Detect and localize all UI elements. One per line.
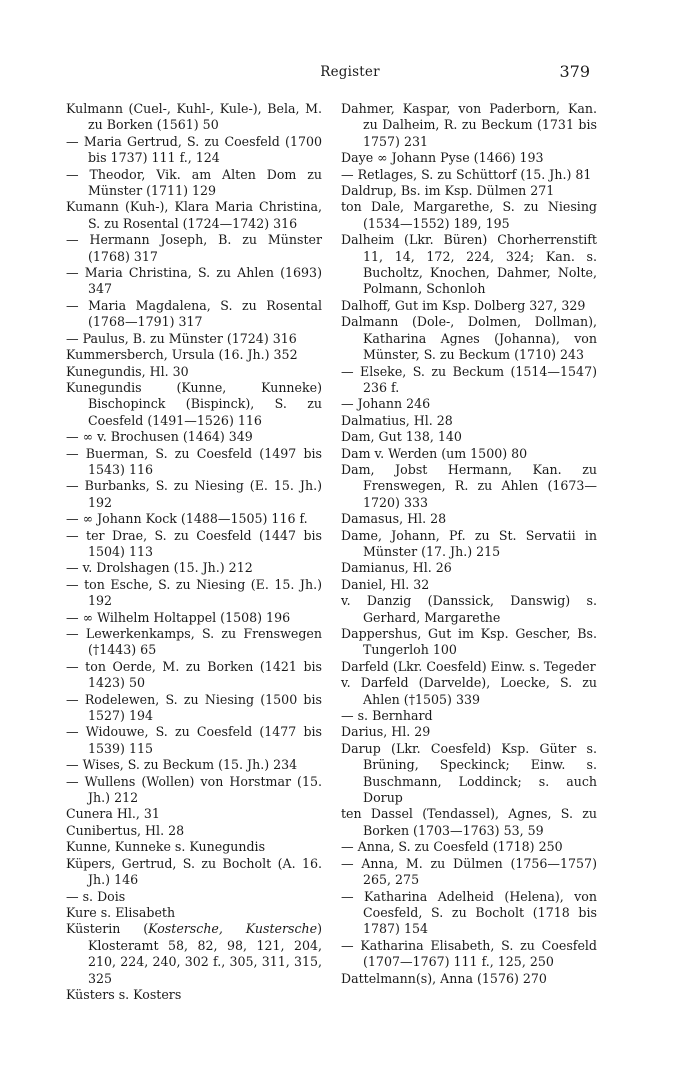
index-entry: Kulmann (Cuel-, Kuhl-, Kule-), Bela, M. zu Borken (1561) 50 (66, 101, 322, 133)
index-entry: Daye ∞ Johann Pyse (1466) 193 (341, 150, 544, 166)
index-column-left (66, 101, 322, 1003)
index-entry: — Lewerkenkamps, S. zu Frenswegen (†1443) 65 (66, 626, 322, 658)
index-entry: Kumann (Kuh-), Klara Maria Christina, S. zu Rosental (1724—1742) 316 (66, 199, 322, 231)
index-entry: v. Darfeld (Darvelde), Loecke, S. zu Ahlen (†1505) 339 (341, 675, 597, 707)
page-header (0, 62, 700, 86)
index-entry: — Paulus, B. zu Münster (1724) 316 (66, 330, 297, 346)
index-entry: — Buerman, S. zu Coesfeld (1497 bis 1543) 116 (66, 445, 322, 477)
index-entry: Dahmer, Kaspar, von Paderborn, Kan. zu Dalheim, R. zu Beckum (1731 bis 1757) 231 (341, 101, 597, 149)
index-entry: — ∞ Johann Kock (1488—1505) 116 f. (66, 511, 308, 527)
index-entry: Daniel, Hl. 32 (341, 576, 430, 592)
index-entry: ten Dassel (Tendassel), Agnes, S. zu Borken (1703—1763) 53, 59 (341, 806, 597, 838)
index-entry: Dappershus, Gut im Ksp. Gescher, Bs. Tungerloh 100 (341, 626, 597, 658)
index-entry: ton Dale, Margarethe, S. zu Niesing (1534—1552) 189, 195 (341, 199, 597, 231)
index-entry-kuesterin (66, 921, 322, 987)
index-entry: — Wullens (Wollen) von Horstmar (15. Jh.) 212 (66, 773, 322, 806)
index-entry: — Theodor, Vik. am Alten Dom zu Münster (1711) 129 (66, 166, 322, 199)
index-entry: — Anna, S. zu Coesfeld (1718) 250 (341, 839, 563, 855)
index-entry: Dam, Gut 138, 140 (341, 429, 462, 445)
index-entry: Dalmatius, Hl. 28 (341, 412, 453, 428)
index-entry: — s. Dois (66, 888, 126, 904)
index-entry: — ter Drae, S. zu Coesfeld (1447 bis 1504) 113 (66, 527, 322, 559)
index-entry: Dame, Johann, Pf. zu St. Servatii in Münster (17. Jh.) 215 (341, 527, 597, 559)
index-entry: — Katharina Elisabeth, S. zu Coesfeld (1707—1767) 111 f., 125, 250 (341, 937, 597, 970)
index-entry: Dattelmann(s), Anna (1576) 270 (341, 970, 547, 986)
index-entry: Küpers, Gertrud, S. zu Bocholt (A. 16. Jh.) 146 (66, 855, 322, 888)
index-entry: Damianus, Hl. 26 (341, 560, 452, 576)
index-entry: Küsters s. Kosters (66, 986, 182, 1002)
index-entry: Darup (Lkr. Coesfeld) Ksp. Güter s. Brüning, Speckinck; Einw. s. Buschmann, Loddinck; s. auch Dorup (341, 740, 597, 806)
index-entry: — Rodelewen, S. zu Niesing (1500 bis 1527) 194 (66, 691, 322, 724)
index-entry: — Katharina Adelheid (Helena), von Coesfeld, S. zu Bocholt (1718 bis 1787) 154 (341, 888, 597, 937)
index-entry: — Widouwe, S. zu Coesfeld (1477 bis 1539) 115 (66, 724, 322, 756)
index-entry: — Burbanks, S. zu Niesing (E. 15. Jh.) 192 (66, 478, 322, 510)
index-entry: Dam v. Werden (um 1500) 80 (341, 445, 528, 461)
index-entry: Kunne, Kunneke s. Kunegundis (66, 839, 266, 855)
index-entry: — ∞ Wilhelm Holtappel (1508) 196 (66, 609, 291, 625)
index-entry: Dalhoff, Gut im Ksp. Dolberg 327, 329 (341, 297, 586, 313)
index-entry: Kunegundis (Kunne, Kunneke) Bischopinck (Bispinck), S. zu Coesfeld (1491—1526) 116 (66, 379, 322, 428)
index-entry: Cunera Hl., 31 (66, 806, 160, 822)
index-entry: v. Danzig (Danssick, Danswig) s. Gerhard, Margarethe (341, 593, 597, 625)
index-entry: — ton Esche, S. zu Niesing (E. 15. Jh.) 192 (66, 576, 322, 609)
index-entry: Darius, Hl. 29 (341, 724, 431, 740)
index-entry: — Elseke, S. zu Beckum (1514—1547) 236 f. (341, 363, 597, 395)
index-entry: Kummersberch, Ursula (16. Jh.) 352 (66, 347, 298, 363)
index-entry: Cunibertus, Hl. 28 (66, 822, 185, 838)
index-entry: Dalmann (Dole-, Dolmen, Dollman), Katharina Agnes (Johanna), von Münster, S. zu Beckum (1710) 243 (341, 314, 597, 363)
index-entry: Dam, Jobst Hermann, Kan. zu Frenswegen, R. zu Ahlen (1673—1720) 333 (341, 461, 597, 510)
index-entry: Darfeld (Lkr. Coesfeld) Einw. s. Tegeder (341, 658, 596, 674)
index-entry: Dalheim (Lkr. Büren) Chorherrenstift 11, 14, 172, 224, 324; Kan. s. Bucholtz, Knochen, Dahmer, Nolte, Polmann, Schonloh (341, 232, 597, 297)
index-entry: — Maria Gertrud, S. zu Coesfeld (1700 bis 1737) 111 f., 124 (66, 133, 322, 166)
index-entry: — Retlages, S. zu Schüttorf (15. Jh.) 81 (341, 166, 592, 182)
index-entry: Kunegundis, Hl. 30 (66, 363, 189, 379)
index-entry: — s. Bernhard (341, 708, 433, 724)
running-head: Register (320, 64, 380, 80)
page-number: 379 (559, 62, 590, 81)
index-entry: — v. Drolshagen (15. Jh.) 212 (66, 560, 253, 576)
entry-text: ) Klosteramt 58, 82, 98, 121, 204, 210, 224, 240, 302 f., 305, 311, 315, 325 (88, 921, 322, 986)
index-entry: — Wises, S. zu Beckum (15. Jh.) 234 (66, 757, 298, 773)
entry-italic-text: Kostersche, Kustersche (148, 921, 318, 937)
index-entry: — ton Oerde, M. zu Borken (1421 bis 1423) 50 (66, 658, 322, 691)
index-column-right (341, 101, 597, 987)
index-entry: Damasus, Hl. 28 (341, 511, 447, 527)
index-entry: Kure s. Elisabeth (66, 904, 176, 920)
index-entry: — Hermann Joseph, B. zu Münster (1768) 317 (66, 232, 322, 264)
index-entry: Daldrup, Bs. im Ksp. Dülmen 271 (341, 183, 555, 199)
index-entry: — Maria Magdalena, S. zu Rosental (1768—1791) 317 (66, 297, 322, 330)
index-entry: — ∞ v. Brochusen (1464) 349 (66, 429, 253, 445)
index-entry: — Maria Christina, S. zu Ahlen (1693) 347 (66, 265, 322, 297)
index-entry: — Anna, M. zu Dülmen (1756—1757) 265, 275 (341, 855, 597, 888)
index-entry: — Johann 246 (341, 396, 431, 412)
entry-text: Küsterin ( (66, 921, 149, 937)
